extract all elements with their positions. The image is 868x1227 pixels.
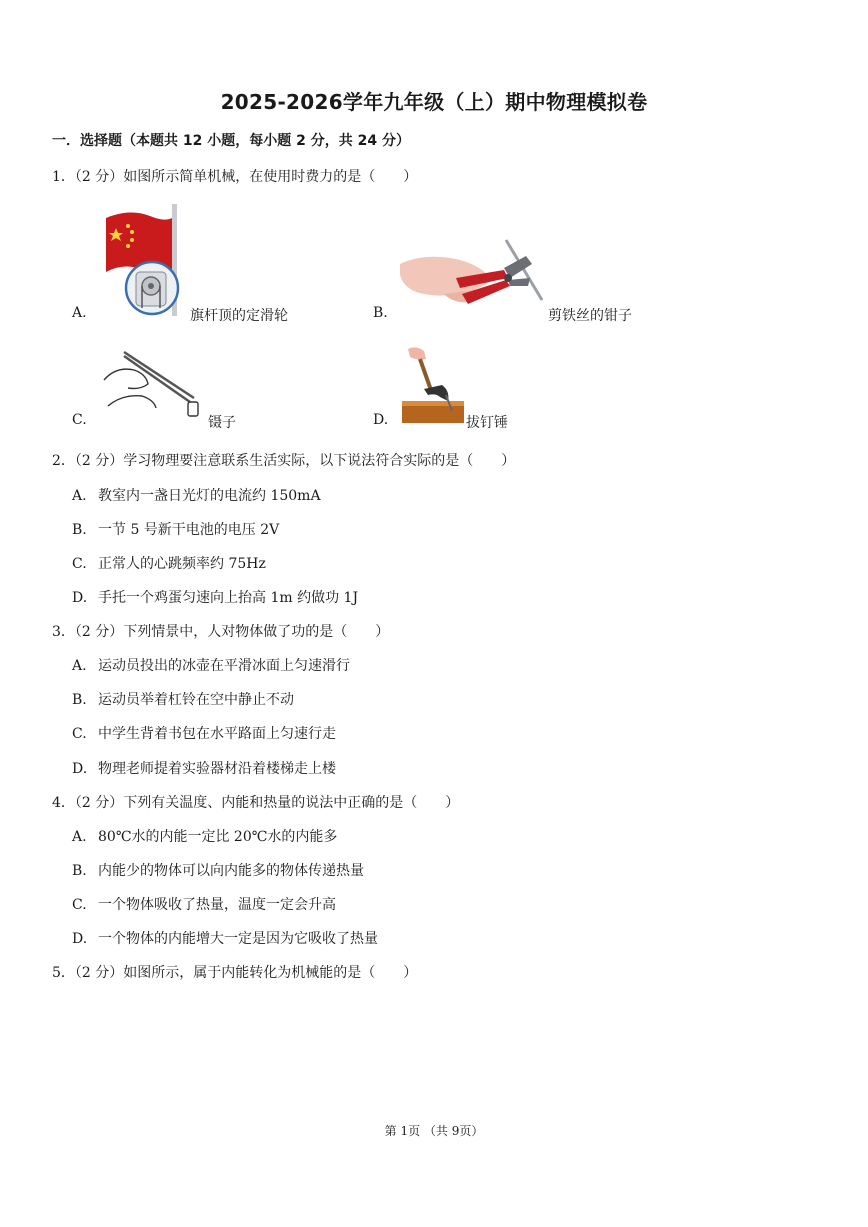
q1-option-d-letter: D. (373, 412, 389, 428)
q4-option-c: C. 一个物体吸收了热量，温度一定会升高 (72, 897, 336, 913)
flag-pulley-image (100, 200, 186, 318)
q4-option-a: A. 80℃水的内能一定比 20℃水的内能多 (72, 829, 338, 845)
claw-hammer-image (402, 345, 464, 425)
q1-option-c-letter: C. (72, 412, 87, 428)
q4-option-b: B. 内能少的物体可以向内能多的物体传递热量 (72, 863, 364, 879)
q2-option-a: A. 教室内一盏日光灯的电流约 150mA (72, 488, 321, 504)
question-5-stem: 5．（2 分）如图所示，属于内能转化为机械能的是（ ） (52, 965, 418, 981)
q2-option-d: D. 手托一个鸡蛋匀速向上抬高 1m 约做功 1J (72, 590, 359, 606)
question-1-stem: 1．（2 分）如图所示简单机械，在使用时费力的是（ ） (52, 169, 418, 185)
q2-option-b: B. 一节 5 号新干电池的电压 2V (72, 522, 280, 538)
q1-option-a-letter: A. (72, 305, 87, 321)
page-number-footer: 第 1页 （共 9页） (384, 1124, 484, 1138)
tweezers-image (100, 346, 208, 424)
q1-option-c-caption: 镊子 (208, 415, 236, 431)
q3-option-c: C. 中学生背着书包在水平路面上匀速行走 (72, 726, 336, 742)
q3-option-d: D. 物理老师提着实验器材沿着楼梯走上楼 (72, 761, 336, 777)
q4-option-d: D. 一个物体的内能增大一定是因为它吸收了热量 (72, 931, 378, 947)
section-heading: 一．选择题（本题共 12 小题，每小题 2 分，共 24 分） (52, 133, 410, 149)
page-title: 2025-2026学年九年级（上）期中物理模拟卷 (220, 90, 648, 114)
q2-option-c: C. 正常人的心跳频率约 75Hz (72, 556, 266, 572)
q1-option-b-letter: B. (373, 305, 388, 321)
q1-option-b-caption: 剪铁丝的钳子 (548, 308, 632, 324)
question-4-stem: 4．（2 分）下列有关温度、内能和热量的说法中正确的是（ ） (52, 795, 460, 811)
pliers-image (396, 234, 548, 322)
q3-option-b: B. 运动员举着杠铃在空中静止不动 (72, 692, 294, 708)
q1-option-d-caption: 拔钉锤 (466, 415, 508, 431)
q3-option-a: A. 运动员投出的冰壶在平滑冰面上匀速滑行 (72, 658, 350, 674)
question-3-stem: 3．（2 分）下列情景中，人对物体做了功的是（ ） (52, 624, 390, 640)
q1-option-a-caption: 旗杆顶的定滑轮 (190, 308, 288, 324)
question-2-stem: 2．（2 分）学习物理要注意联系生活实际，以下说法符合实际的是（ ） (52, 453, 516, 469)
